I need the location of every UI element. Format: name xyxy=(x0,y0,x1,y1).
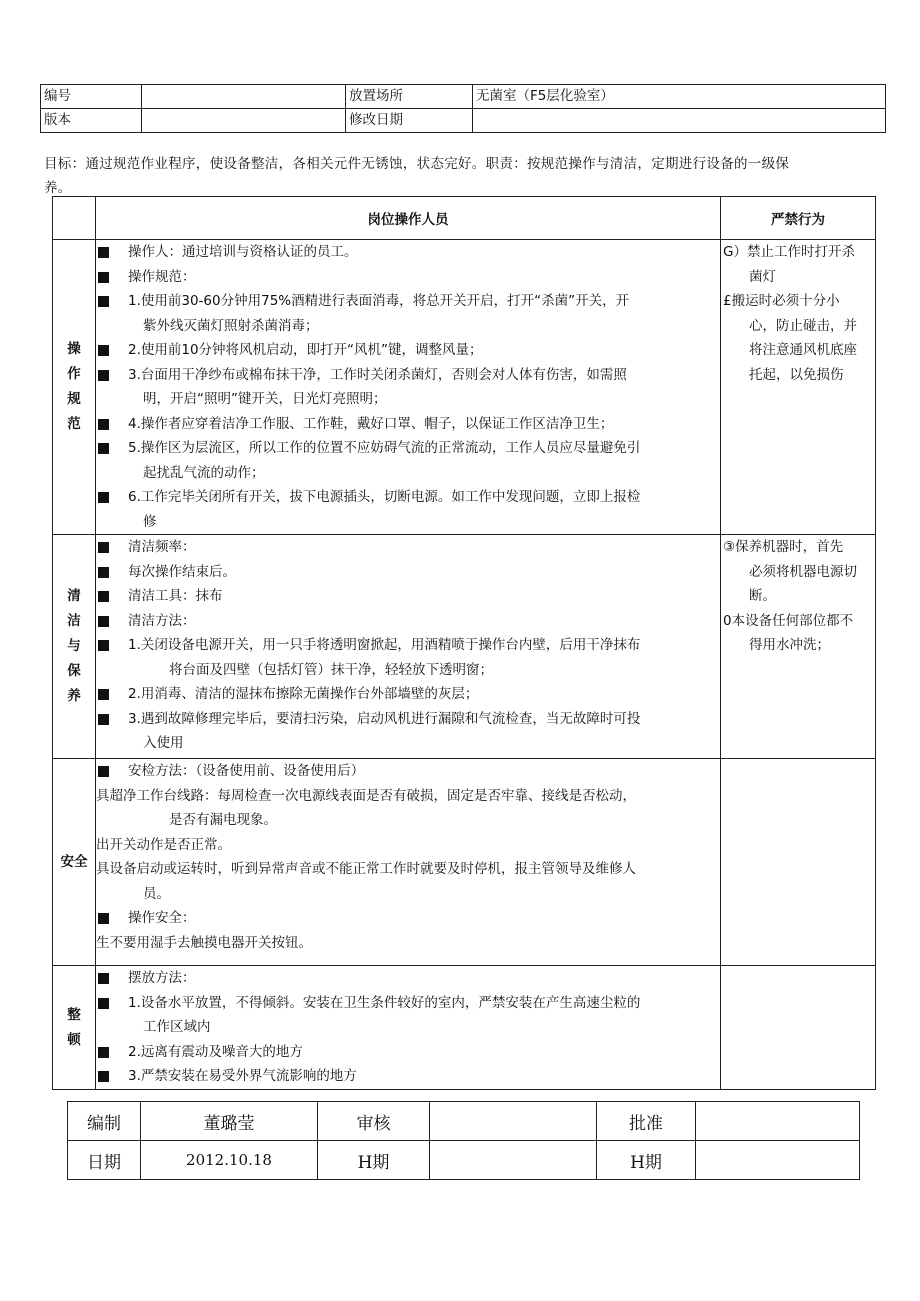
list-item: 5.操作区为层流区，所以工作的位置不应妨碍气流的正常流动，工作人员应尽量避免引 xyxy=(96,436,720,461)
list-item: 清洁工具：抹布 xyxy=(96,584,720,609)
forbidden-item: 0本设备任何部位都不 xyxy=(723,612,854,629)
list-item: 操作安全： xyxy=(96,906,720,931)
bullet-square-icon xyxy=(98,640,109,651)
list-item: 1.关闭设备电源开关，用一只手将透明窗掀起，用酒精喷于操作台内壁，后用干净抹布 xyxy=(96,633,720,658)
bullet-square-icon xyxy=(98,616,109,627)
forbidden-item: £搬运时必须十分小 xyxy=(723,293,840,309)
operation-forbidden xyxy=(721,240,876,535)
list-item-continuation: 起扰乱气流的动作； xyxy=(143,464,265,481)
bullet-square-icon xyxy=(98,443,109,454)
bullet-square-icon xyxy=(98,419,109,430)
bullet-square-icon xyxy=(98,247,109,258)
date-label: 日期 xyxy=(68,1141,141,1180)
tidy-forbidden xyxy=(721,966,876,1090)
list-item: 生不要用湿手去触摸电器开关按钮。 xyxy=(96,934,312,951)
number-label: 编号 xyxy=(41,85,142,109)
forbidden-item: 断。 xyxy=(749,588,776,604)
signoff-table xyxy=(67,1101,860,1180)
forbidden-item: ③保养机器时，首先 xyxy=(723,539,844,555)
category-operation: 操 作 规 范 xyxy=(53,240,96,535)
header-forbidden: 严禁行为 xyxy=(721,197,876,240)
revision-label: 修改日期 xyxy=(346,109,473,133)
bullet-square-icon xyxy=(98,766,109,777)
list-item: 具超净工作台线路：每周检查一次电源线表面是否有破损，固定是否牢靠、接线是否松动， xyxy=(96,787,636,804)
list-item-continuation: 员。 xyxy=(143,885,170,902)
bullet-square-icon xyxy=(98,973,109,984)
objective-paragraph xyxy=(44,152,886,200)
info-table xyxy=(40,84,886,133)
sop-table xyxy=(52,196,876,1090)
bullet-square-icon xyxy=(98,542,109,553)
list-item: 2.使用前10分钟将风机启动，即打开“风机”键，调整风量； xyxy=(96,338,720,363)
bullet-square-icon xyxy=(98,567,109,578)
forbidden-item: 必须将机器电源切 xyxy=(749,563,857,580)
bullet-square-icon xyxy=(98,714,109,725)
list-item-continuation: 明，开启“照明”键开关，日光灯亮照明； xyxy=(143,391,387,407)
forbidden-item: 菌灯 xyxy=(749,268,776,285)
cleaning-forbidden xyxy=(721,535,876,759)
date-value: 2012.10.18 xyxy=(141,1141,318,1180)
list-item: 3.严禁安装在易受外界气流影响的地方 xyxy=(96,1064,720,1089)
list-item: 3.遇到故障修理完毕后，要清扫污染，启动风机进行漏隙和气流检查，当无故障时可投 xyxy=(96,707,720,732)
bullet-square-icon xyxy=(98,1047,109,1058)
list-item: 4.操作者应穿着洁净工作服、工作鞋，戴好口罩、帽子，以保证工作区洁净卫生； xyxy=(96,412,720,437)
list-item: 清洁方法： xyxy=(96,609,720,634)
forbidden-item: 心，防止碰击，并 xyxy=(749,317,857,334)
version-value xyxy=(142,109,346,133)
bullet-square-icon xyxy=(98,370,109,381)
list-item: 1.设备水平放置，不得倾斜。安装在卫生条件较好的室内，严禁安装在产生高速尘粒的 xyxy=(96,991,720,1016)
reviewed-value xyxy=(430,1102,597,1141)
reviewed-label: 审核 xyxy=(318,1102,430,1141)
list-item-continuation: 是否有漏电现象。 xyxy=(169,812,277,828)
list-item: 出开关动作是否正常。 xyxy=(96,836,231,853)
list-item-continuation: 紫外线灭菌灯照射杀菌消毒； xyxy=(143,317,319,334)
header-empty-cell xyxy=(53,197,96,240)
approve-date-label: H期 xyxy=(597,1141,696,1180)
category-tidy: 整 顿 xyxy=(53,966,96,1090)
list-item: 每次操作结束后。 xyxy=(96,560,720,585)
header-content: 岗位操作人员 xyxy=(96,197,721,240)
list-item: 摆放方法： xyxy=(96,966,720,991)
safety-content xyxy=(96,759,721,966)
safety-forbidden xyxy=(721,759,876,966)
list-item: 安检方法：（设备使用前、设备使用后） xyxy=(96,759,720,784)
bullet-square-icon xyxy=(98,272,109,283)
bullet-square-icon xyxy=(98,998,109,1009)
revision-value xyxy=(473,109,886,133)
forbidden-item: 得用水冲洗； xyxy=(749,637,830,653)
forbidden-item: G）禁止工作时打开杀 xyxy=(723,244,855,260)
list-item: 2.远离有震动及噪音大的地方 xyxy=(96,1040,720,1065)
bullet-square-icon xyxy=(98,591,109,602)
bullet-square-icon xyxy=(98,296,109,307)
location-label: 放置场所 xyxy=(346,85,473,109)
bullet-square-icon xyxy=(98,1071,109,1082)
list-item: 6.工作完毕关闭所有开关，拔下电源插头，切断电源。如工作中发现问题，立即上报检 xyxy=(96,485,720,510)
prepared-value: 董璐莹 xyxy=(141,1102,318,1141)
cleaning-content xyxy=(96,535,721,759)
list-item-continuation: 修 xyxy=(143,513,157,530)
version-label: 版本 xyxy=(41,109,142,133)
bullet-square-icon xyxy=(98,689,109,700)
bullet-square-icon xyxy=(98,345,109,356)
bullet-square-icon xyxy=(98,492,109,503)
list-item: 3.台面用干净纱布或棉布抹干净，工作时关闭杀菌灯，否则会对人体有伤害，如需照 xyxy=(96,363,720,388)
list-item-continuation: 工作区域内 xyxy=(143,1019,211,1035)
tidy-content xyxy=(96,966,721,1090)
list-item: 2.用消毒、清洁的湿抹布擦除无菌操作台外部墙壁的灰层； xyxy=(96,682,720,707)
approved-label: 批准 xyxy=(597,1102,696,1141)
objective-line-2: 养。 xyxy=(44,180,72,196)
category-cleaning: 清 洁 与 保 养 xyxy=(53,535,96,759)
bullet-square-icon xyxy=(98,913,109,924)
number-value xyxy=(142,85,346,109)
review-date-label: H期 xyxy=(318,1141,430,1180)
list-item-continuation: 将台面及四壁（包括灯管）抹干净，轻轻放下透明窗； xyxy=(169,661,493,678)
objective-line-1: 目标：通过规范作业程序，使设备整洁，各相关元件无锈蚀，状态完好。职责：按规范操作与清洁，定期进行设备的一级保 xyxy=(44,156,790,172)
list-item: 操作规范： xyxy=(96,265,720,290)
approve-date-value xyxy=(696,1141,860,1180)
list-item-continuation: 入使用 xyxy=(143,735,184,751)
operation-content xyxy=(96,240,721,535)
list-item: 清洁频率： xyxy=(96,535,720,560)
forbidden-item: 托起，以免损伤 xyxy=(749,366,844,383)
list-item: 操作人：通过培训与资格认证的员工。 xyxy=(96,240,720,265)
list-item: 具设备启动或运转时，听到异常声音或不能正常工作时就要及时停机，报主管领导及维修人 xyxy=(96,861,636,877)
forbidden-item: 将注意通风机底座 xyxy=(749,342,857,358)
review-date-value xyxy=(430,1141,597,1180)
location-value: 无菌室（F5层化验室） xyxy=(473,85,886,109)
approved-value xyxy=(696,1102,860,1141)
category-safety: 安全 xyxy=(53,759,96,966)
list-item: 1.使用前30-60分钟用75%酒精进行表面消毒，将总开关开启，打开“杀菌”开关，开 xyxy=(96,289,720,314)
prepared-label: 编制 xyxy=(68,1102,141,1141)
